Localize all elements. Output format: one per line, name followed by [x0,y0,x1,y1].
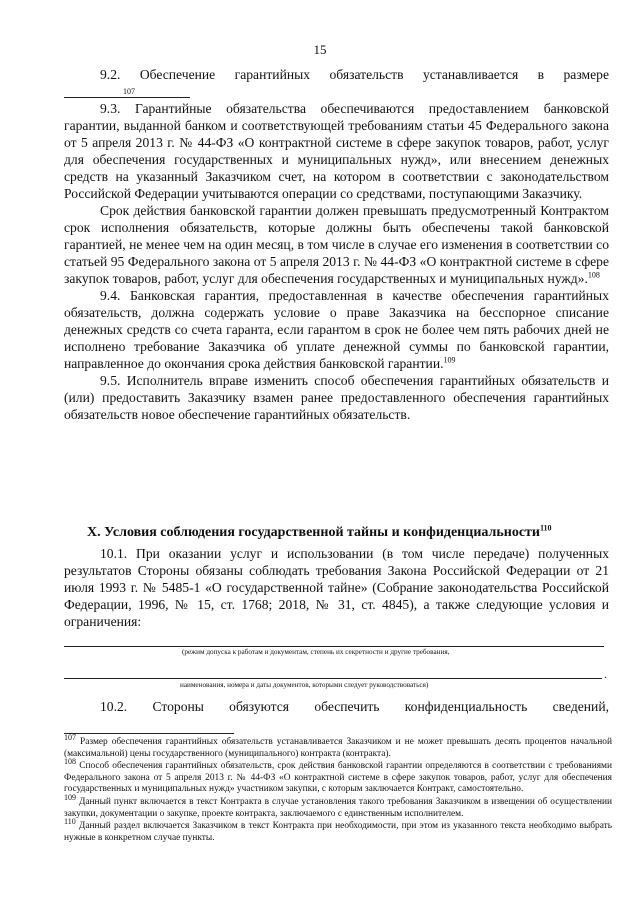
footnote-109 [64,792,613,820]
footnote-ref-109: 109 [443,355,456,365]
footnote-text: Данный раздел включается Заказчиком в текст Контракта при необходимости, при этом из указанного текста необходимо выбрать нужные в конкретном случае пункты. [64,821,612,843]
footnote-text: Способ обеспечения гарантийных обязательств, срок действия банковской гарантии определяются в соответствии с требованиями Федерального закона от 5 апреля 2013 г. № 44-ФЗ «О контрактной системе в сфере закупок товаров, работ, услуг для обеспечения государственных и муниципальных нужд» участником закупки, с которым заключается Контракт, самостоятельно. [64,761,613,795]
caption-documents: наименования, номера и даты документов, которыми следует руководствоваться) [180,681,429,689]
footnote-number: 109 [64,792,76,802]
footnote-text: Данный пункт включается в текст Контракта в случае установления такого требования Заказчиком в извещении об осуществлении закупки, документации о закупке, проекте контракта, заключаемого с единственным исполнителем. [64,796,613,819]
paragraph-9-4-text: 9.4. Банковская гарантия, предоставленная в качестве обеспечения гарантийных обязательств, должна содержать условие о праве Заказчика на бесспорное списание денежных средств со счета гаранта, если гарантом в срок не более чем пять рабочих дней не исполнено требование Заказчика об уплате денежной суммы по банковской гарантии, направленное до окончания срока действия банковской гарантии. [64,288,609,371]
amount-blank-line [64,97,190,98]
footnote-108 [64,757,613,796]
paragraph-10-2-block [64,698,609,715]
main-text-block [64,100,609,423]
paragraph-9-3: 9.3. Гарантийные обязательства обеспечиваются предоставлением банковской гарантии, выданной банком и соответствующей требованиям статьи 45 Федерального закона от 5 апреля 2013 г. № 44-ФЗ «О контрактной системе в сфере закупок товаров, работ, услуг для обеспечения государственных и муниципальных нужд», или внесением денежных средств на указанный Заказчиком счет, на котором в соответствии с законодательством Российской Федерации учитываются операции со средствами, поступающими Заказчику. [64,101,609,201]
paragraph-guarantee-term-text: Срок действия банковской гарантии должен превышать предусмотренный Контрактом срок исполнения обязательств, которые должны быть обеспечены такой банковской гарантией, не менее чем на один месяц, в том числе в случае его изменения в соответствии со статьей 95 Федерального закона от 5 апреля 2013 г. № 44-ФЗ «О контрактной системе в сфере закупок товаров, работ, услуг для обеспечения государственных и муниципальных нужд». [64,203,609,286]
paragraph-9-2 [64,66,609,83]
paragraph-9-5: 9.5. Исполнитель вправе изменить способ обеспечения гарантийных обязательств и (или) предоставить Заказчику взамен ранее предоставленного обеспечения гарантийных обязательств новое обеспечение гарантийных обязательств. [64,373,609,422]
paragraph-10-2: 10.2. Стороны обязуются обеспечить конфиденциальность сведений, [100,699,609,714]
footnote-number: 110 [64,817,76,827]
footnote-number: 108 [64,757,76,767]
footnote-separator [64,733,234,734]
section-heading-x-text: X. Условия соблюдения государственной тайны и конфиденциальности [87,525,540,540]
page-number: 15 [313,42,327,57]
footnote-110 [64,817,612,844]
paragraph-guarantee-term [64,202,609,287]
footnote-107 [64,732,613,760]
footnotes [64,732,613,845]
paragraph-10-1: 10.1. При оказании услуг и использовании (в том числе передаче) полученных результатов Стороны обязаны соблюдать требования Закона Российской Федерации от 21 июля 1993 г. № 5485-1 «О государственной тайне» (Собрание законодательства Российской Федерации, 1996, № 15, ст. 1768; 2018, № 31, ст. 4845), а также следующие условия и ограничения: [64,546,609,629]
footnote-number: 107 [64,732,76,742]
footnote-text: Размер обеспечения гарантийных обязательств устанавливается Заказчиком и не может превышать десять процентов начальной (максимальной) цены государственного (муниципального) контракта (контракта). [64,737,613,759]
paragraph-9-2-text: 9.2. Обеспечение гарантийных обязательств устанавливается в размере [100,67,609,82]
paragraph-9-4 [64,287,609,372]
footnote-ref-107: 107 [123,87,135,96]
caption-conditions: (режим допуска к работам и документам, степень их секретности и другие требования, [182,648,450,656]
line-end-period: . [604,667,607,681]
paragraph-10-1-block [64,545,609,630]
section-heading-x [87,525,552,541]
footnote-ref-110: 110 [539,523,552,533]
footnote-ref-108: 108 [587,270,600,280]
conditions-blank-line-2 [64,678,602,679]
conditions-blank-line-1 [64,646,604,647]
